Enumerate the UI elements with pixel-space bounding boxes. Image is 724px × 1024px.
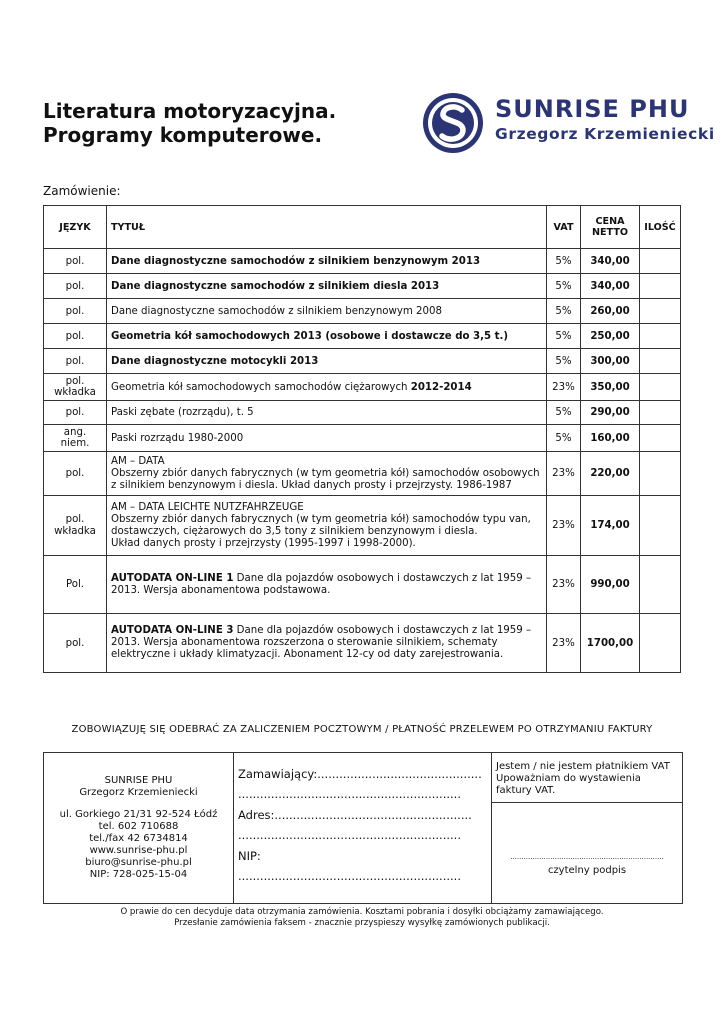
address-field[interactable]: Adres:...................................................... — [238, 808, 472, 822]
orderer-field[interactable]: Zamawiający:............................................. — [238, 767, 482, 781]
row-price: 350,00 — [581, 374, 640, 401]
nip-label: NIP: — [238, 849, 261, 863]
company-phone-fax: tel./fax 42 6734814 — [89, 833, 188, 844]
row-title: Dane diagnostyczne samochodów z silnikiem benzynowym 2008 — [107, 299, 547, 324]
row-vat: 5% — [547, 299, 581, 324]
quantity-cell[interactable] — [640, 401, 681, 425]
row-vat: 5% — [547, 401, 581, 425]
footer-line-2: Przesłanie zamówienia faksem - znacznie przyspieszy wysyłkę zamówionych publikacji. — [174, 918, 550, 928]
quantity-cell[interactable] — [640, 374, 681, 401]
row-title: Geometria kół samochodowych 2013 (osobowe i dostawcze do 3,5 t.) — [107, 324, 547, 349]
header-vat: VAT — [547, 206, 581, 249]
title-line-2: Programy komputerowe. — [43, 123, 323, 147]
orderer-line-2[interactable]: ............................................................. — [238, 787, 461, 801]
row-price: 990,00 — [581, 556, 640, 614]
company-name: SUNRISE PHU — [104, 775, 173, 786]
address-line-2[interactable]: ............................................................. — [238, 828, 461, 842]
table-row — [44, 349, 681, 374]
row-vat: 23% — [547, 496, 581, 556]
company-phone: tel. 602 710688 — [98, 821, 179, 832]
header-title: TYTUŁ — [107, 206, 547, 249]
table-row — [44, 274, 681, 299]
company-owner: Grzegorz Krzemieniecki — [79, 787, 198, 798]
row-price: 340,00 — [581, 274, 640, 299]
quantity-cell[interactable] — [640, 425, 681, 452]
quantity-cell[interactable] — [640, 614, 681, 673]
row-price: 250,00 — [581, 324, 640, 349]
row-title: AUTODATA ON-LINE 1 Dane dla pojazdów osobowych i dostawczych z lat 1959 – 2013. Wersja abonamentowa podstawowa. — [107, 556, 547, 614]
footer-note — [0, 907, 724, 929]
row-language: pol. wkładka — [44, 374, 107, 401]
row-vat: 23% — [547, 614, 581, 673]
row-language: pol. — [44, 614, 107, 673]
sunrise-logo-icon — [421, 91, 485, 155]
table-row — [44, 496, 681, 556]
payment-commitment: ZOBOWIĄZUJĘ SIĘ ODEBRAĆ ZA ZALICZENIEM POCZTOWYM / PŁATNOŚĆ PRZELEWEM PO OTRZYMANIU FAKTURY — [71, 724, 653, 735]
row-language: ang. niem. — [44, 425, 107, 452]
row-language: pol. — [44, 324, 107, 349]
quantity-cell[interactable] — [640, 349, 681, 374]
quantity-cell[interactable] — [640, 556, 681, 614]
row-price: 300,00 — [581, 349, 640, 374]
table-row — [44, 452, 681, 496]
table-row — [44, 425, 681, 452]
row-price: 174,00 — [581, 496, 640, 556]
table-row — [44, 556, 681, 614]
row-language: pol. — [44, 349, 107, 374]
row-title: AM – DATA Obszerny zbiór danych fabrycznych (w tym geometria kół) samochodów osobowych z silnikiem benzynowym i diesla. Układ danych prosty i przejrzysty. 1986-1987 — [107, 452, 547, 496]
row-language: pol. — [44, 274, 107, 299]
quantity-cell[interactable] — [640, 324, 681, 349]
row-language: pol. — [44, 452, 107, 496]
page-title — [43, 99, 336, 147]
company-website: www.sunrise-phu.pl — [89, 845, 188, 856]
table-header-row — [44, 206, 681, 249]
table-row — [44, 299, 681, 324]
nip-field[interactable]: ............................................................. — [238, 869, 461, 883]
quantity-cell[interactable] — [640, 274, 681, 299]
row-language: pol. — [44, 249, 107, 274]
header-language: JĘZYK — [44, 206, 107, 249]
row-title: AM – DATA LEICHTE NUTZFAHRZEUGE Obszerny zbiór danych fabrycznych (w tym geometria kół) samochodów typu van, dostawczych, ciężarowych do 3,5 tony z silnikiem benzynowym i diesla. Układ danych prosty i przejrzysty (1995-1997 i 1998-2000). — [107, 496, 547, 556]
row-title: Geometria kół samochodowych samochodów ciężarowych 2012-2014 — [107, 374, 547, 401]
row-title: Dane diagnostyczne motocykli 2013 — [107, 349, 547, 374]
row-title: Paski rozrządu 1980-2000 — [107, 425, 547, 452]
row-price: 220,00 — [581, 452, 640, 496]
products-table — [43, 205, 681, 673]
company-info — [44, 753, 234, 903]
order-form — [43, 752, 683, 904]
title-line-1: Literatura motoryzacyjna. — [43, 99, 337, 123]
brand-owner: Grzegorz Krzemieniecki — [495, 125, 715, 143]
table-row — [44, 324, 681, 349]
quantity-cell[interactable] — [640, 496, 681, 556]
row-vat: 23% — [547, 374, 581, 401]
row-title: Dane diagnostyczne samochodów z silnikiem diesla 2013 — [107, 274, 547, 299]
row-language: pol. — [44, 401, 107, 425]
table-row — [44, 401, 681, 425]
company-logo — [421, 91, 715, 155]
row-title: Paski zębate (rozrządu), t. 5 — [107, 401, 547, 425]
row-price: 260,00 — [581, 299, 640, 324]
company-nip: NIP: 728-025-15-04 — [89, 869, 188, 880]
table-row — [44, 249, 681, 274]
vat-box — [492, 753, 682, 903]
row-title: Dane diagnostyczne samochodów z silnikiem benzynowym 2013 — [107, 249, 547, 274]
row-price: 340,00 — [581, 249, 640, 274]
brand-name: SUNRISE PHU — [495, 95, 690, 123]
row-vat: 23% — [547, 556, 581, 614]
signature-line[interactable]: ..................................................................... — [510, 853, 664, 861]
row-vat: 5% — [547, 249, 581, 274]
row-vat: 5% — [547, 324, 581, 349]
row-vat: 23% — [547, 452, 581, 496]
company-email: biuro@sunrise-phu.pl — [85, 857, 192, 868]
order-label: Zamówienie: — [43, 184, 121, 198]
row-title: AUTODATA ON-LINE 3 Dane dla pojazdów osobowych i dostawczych z lat 1959 – 2013. Wersja abonamentowa rozszerzona o sterowanie silnikiem, schematy elektryczne i układy klimatyzacji. Abonament 12-cy od daty zarejestrowania. — [107, 614, 547, 673]
header-quantity: ILOŚĆ — [640, 206, 681, 249]
row-language: Pol. — [44, 556, 107, 614]
signature-label: czytelny podpis — [547, 865, 627, 876]
row-vat: 5% — [547, 349, 581, 374]
quantity-cell[interactable] — [640, 249, 681, 274]
table-row — [44, 614, 681, 673]
header-price: CENA NETTO — [581, 206, 640, 249]
company-address: ul. Gorkiego 21/31 92-524 Łódź — [59, 809, 218, 820]
footer-line-1: O prawie do cen decyduje data otrzymania zamówienia. Kosztami pobrania i dosyłki obciążamy zamawiającego. — [120, 907, 604, 917]
quantity-cell[interactable] — [640, 299, 681, 324]
row-price: 160,00 — [581, 425, 640, 452]
row-language: pol. — [44, 299, 107, 324]
table-row — [44, 374, 681, 401]
customer-fields — [234, 753, 492, 903]
vat-declaration: Jestem / nie jestem płatnikiem VAT Upoważniam do wystawienia faktury VAT. — [492, 753, 682, 803]
row-price: 290,00 — [581, 401, 640, 425]
row-vat: 5% — [547, 425, 581, 452]
row-vat: 5% — [547, 274, 581, 299]
row-language: pol. wkładka — [44, 496, 107, 556]
row-price: 1700,00 — [581, 614, 640, 673]
quantity-cell[interactable] — [640, 452, 681, 496]
